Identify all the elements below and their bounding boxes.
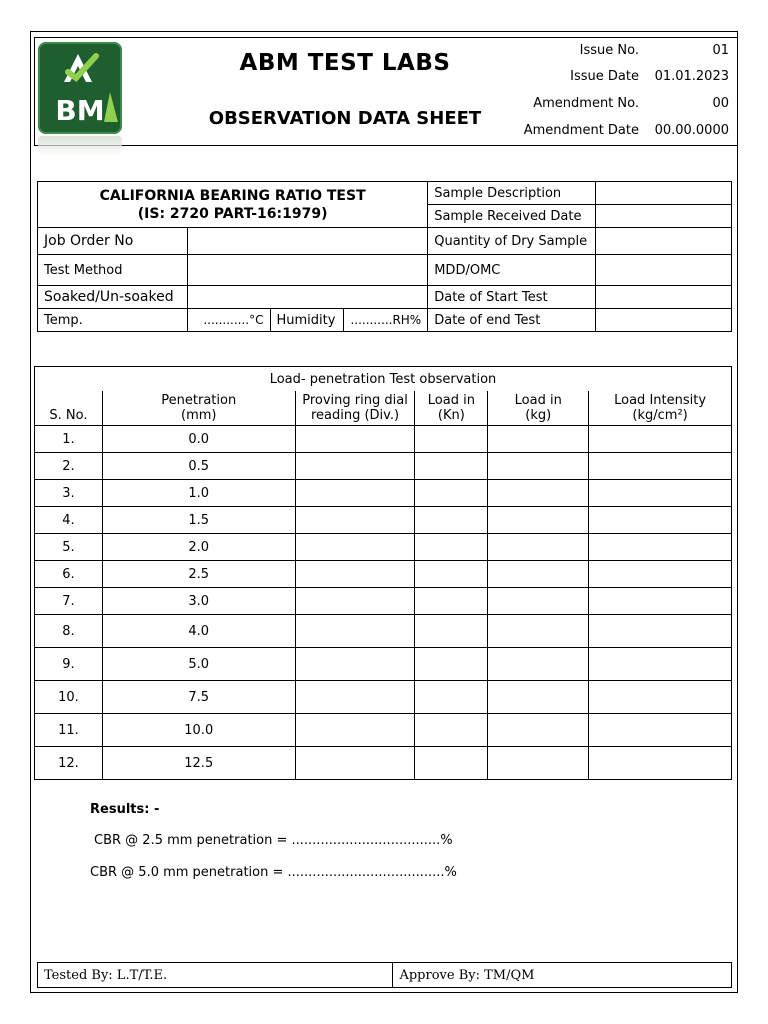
test-info-table (37, 181, 732, 332)
row-dial-reading-cell[interactable] (295, 747, 415, 780)
meta-issue-date (505, 64, 735, 90)
row-load-intensity-cell[interactable] (589, 480, 732, 507)
column-header: S. No. (35, 391, 103, 426)
row-load-intensity-cell[interactable] (589, 648, 732, 681)
approved-by: Approve By: TM/QM (393, 963, 732, 988)
sample-description-label: Sample Description (428, 182, 596, 205)
row-load-kn-cell[interactable] (415, 507, 488, 534)
row-load-kn-cell[interactable] (415, 747, 488, 780)
row-dial-reading-cell[interactable] (295, 588, 415, 615)
row-load-intensity-cell[interactable] (589, 747, 732, 780)
row-load-intensity-cell[interactable] (589, 453, 732, 480)
row-dial-reading-cell[interactable] (295, 426, 415, 453)
row-load-kn-cell[interactable] (415, 426, 488, 453)
row-sno: 10. (35, 681, 103, 714)
row-dial-reading-cell[interactable] (295, 615, 415, 648)
column-header-row (35, 391, 732, 426)
sheet-title: OBSERVATION DATA SHEET (208, 108, 482, 129)
row-penetration: 7.5 (102, 681, 295, 714)
signature-footer (37, 962, 732, 988)
row-sno: 6. (35, 561, 103, 588)
row-penetration: 0.5 (102, 453, 295, 480)
company-logo (38, 42, 122, 134)
end-test-date-value[interactable] (595, 309, 731, 332)
row-load-intensity-cell[interactable] (589, 714, 732, 747)
test-title-line-1: CALIFORNIA BEARING RATIO TEST (99, 187, 366, 204)
test-method-label: Test Method (38, 255, 188, 286)
row-load-kg-cell[interactable] (488, 426, 589, 453)
row-penetration: 1.5 (102, 507, 295, 534)
row-penetration: 1.0 (102, 480, 295, 507)
end-test-date-label: Date of end Test (428, 309, 596, 332)
row-load-intensity-cell[interactable] (589, 534, 732, 561)
soaked-value[interactable] (187, 286, 428, 309)
row-penetration: 10.0 (102, 714, 295, 747)
row-dial-reading-cell[interactable] (295, 561, 415, 588)
meta-label: Issue Date (570, 69, 639, 84)
column-header: Penetration (mm) (102, 391, 295, 426)
test-title-line-2: (IS: 2720 PART-16:1979) (137, 205, 328, 222)
job-order-value[interactable] (187, 228, 428, 255)
test-method-value[interactable] (187, 255, 428, 286)
table-row (35, 588, 732, 615)
row-penetration: 2.0 (102, 534, 295, 561)
row-dial-reading-cell[interactable] (295, 507, 415, 534)
row-load-kg-cell[interactable] (488, 534, 589, 561)
row-load-kg-cell[interactable] (488, 648, 589, 681)
temp-label: Temp. (38, 309, 188, 332)
observation-table (34, 366, 732, 780)
table-row (35, 480, 732, 507)
row-penetration: 3.0 (102, 588, 295, 615)
column-header: Load in (kg) (488, 391, 589, 426)
meta-label: Amendment Date (523, 123, 639, 138)
meta-value: 00.00.0000 (654, 123, 729, 138)
meta-issue-no (505, 38, 735, 64)
results-heading: Results: - (90, 802, 160, 817)
table-row (35, 747, 732, 780)
row-dial-reading-cell[interactable] (295, 480, 415, 507)
row-load-kg-cell[interactable] (488, 588, 589, 615)
document-header (34, 37, 738, 146)
column-header: Load in (Kn) (415, 391, 488, 426)
row-load-kn-cell[interactable] (415, 561, 488, 588)
row-dial-reading-cell[interactable] (295, 681, 415, 714)
table-caption-row (35, 367, 732, 392)
temp-value[interactable]: ............°C (187, 309, 270, 332)
tested-by: Tested By: L.T/T.E. (38, 963, 393, 988)
row-load-kg-cell[interactable] (488, 561, 589, 588)
dry-sample-quantity-value[interactable] (595, 228, 731, 255)
cbr-2-5-result[interactable]: CBR @ 2.5 mm penetration = ....................................% (94, 833, 453, 848)
row-penetration: 0.0 (102, 426, 295, 453)
svg-text:BM: BM (55, 94, 105, 127)
mdd-omc-label: MDD/OMC (428, 255, 596, 286)
row-load-kn-cell[interactable] (415, 453, 488, 480)
row-sno: 12. (35, 747, 103, 780)
mdd-omc-value[interactable] (595, 255, 731, 286)
sample-received-date-value[interactable] (595, 205, 731, 228)
table-row (35, 534, 732, 561)
row-load-intensity-cell[interactable] (589, 615, 732, 648)
row-sno: 5. (35, 534, 103, 561)
table-row (35, 453, 732, 480)
table-row (35, 714, 732, 747)
meta-value: 01.01.2023 (654, 69, 729, 84)
row-dial-reading-cell[interactable] (295, 714, 415, 747)
logo-reflection (38, 136, 122, 156)
meta-value: 01 (712, 43, 729, 58)
row-penetration: 12.5 (102, 747, 295, 780)
soaked-label: Soaked/Un-soaked (38, 286, 188, 309)
humidity-value[interactable]: ...........RH% (344, 309, 428, 332)
row-penetration: 2.5 (102, 561, 295, 588)
row-load-kg-cell[interactable] (488, 480, 589, 507)
row-load-kn-cell[interactable] (415, 480, 488, 507)
sample-description-value[interactable] (595, 182, 731, 205)
row-sno: 11. (35, 714, 103, 747)
row-dial-reading-cell[interactable] (295, 648, 415, 681)
row-sno: 1. (35, 426, 103, 453)
sample-received-date-label: Sample Received Date (428, 205, 596, 228)
test-title (38, 182, 428, 228)
row-dial-reading-cell[interactable] (295, 453, 415, 480)
row-dial-reading-cell[interactable] (295, 534, 415, 561)
row-sno: 4. (35, 507, 103, 534)
table-row (35, 648, 732, 681)
meta-label: Amendment No. (533, 96, 639, 111)
row-load-intensity-cell[interactable] (589, 507, 732, 534)
row-load-kn-cell[interactable] (415, 534, 488, 561)
row-load-kn-cell[interactable] (415, 615, 488, 648)
row-load-kn-cell[interactable] (415, 648, 488, 681)
row-sno: 3. (35, 480, 103, 507)
column-header: Proving ring dial reading (Div.) (295, 391, 415, 426)
row-load-kg-cell[interactable] (488, 615, 589, 648)
row-load-kg-cell[interactable] (488, 681, 589, 714)
row-sno: 2. (35, 453, 103, 480)
meta-value: 00 (712, 96, 729, 111)
row-load-kg-cell[interactable] (488, 747, 589, 780)
start-test-date-label: Date of Start Test (428, 286, 596, 309)
table-row (35, 681, 732, 714)
row-load-kn-cell[interactable] (415, 681, 488, 714)
row-load-intensity-cell[interactable] (589, 681, 732, 714)
dry-sample-quantity-label: Quantity of Dry Sample (428, 228, 596, 255)
row-load-kg-cell[interactable] (488, 507, 589, 534)
row-load-kn-cell[interactable] (415, 588, 488, 615)
table-row (35, 507, 732, 534)
row-load-kn-cell[interactable] (415, 714, 488, 747)
meta-label: Issue No. (579, 43, 639, 58)
row-load-intensity-cell[interactable] (589, 561, 732, 588)
cbr-5-0-result[interactable]: CBR @ 5.0 mm penetration = ......................................% (90, 865, 457, 880)
meta-amendment-date (505, 118, 735, 144)
meta-amendment-no (505, 91, 735, 117)
row-penetration: 4.0 (102, 615, 295, 648)
table-row (35, 615, 732, 648)
row-penetration: 5.0 (102, 648, 295, 681)
column-header: Load Intensity (kg/cm²) (589, 391, 732, 426)
row-load-kg-cell[interactable] (488, 714, 589, 747)
table-row (35, 426, 732, 453)
row-load-intensity-cell[interactable] (589, 426, 732, 453)
table-row (35, 561, 732, 588)
row-load-intensity-cell[interactable] (589, 588, 732, 615)
row-sno: 8. (35, 615, 103, 648)
start-test-date-value[interactable] (595, 286, 731, 309)
table-caption: Load- penetration Test observation (35, 367, 732, 392)
row-sno: 9. (35, 648, 103, 681)
humidity-label: Humidity (270, 309, 344, 332)
row-load-kg-cell[interactable] (488, 453, 589, 480)
company-name: ABM TEST LABS (239, 50, 451, 76)
row-sno: 7. (35, 588, 103, 615)
job-order-label: Job Order No (38, 228, 188, 255)
